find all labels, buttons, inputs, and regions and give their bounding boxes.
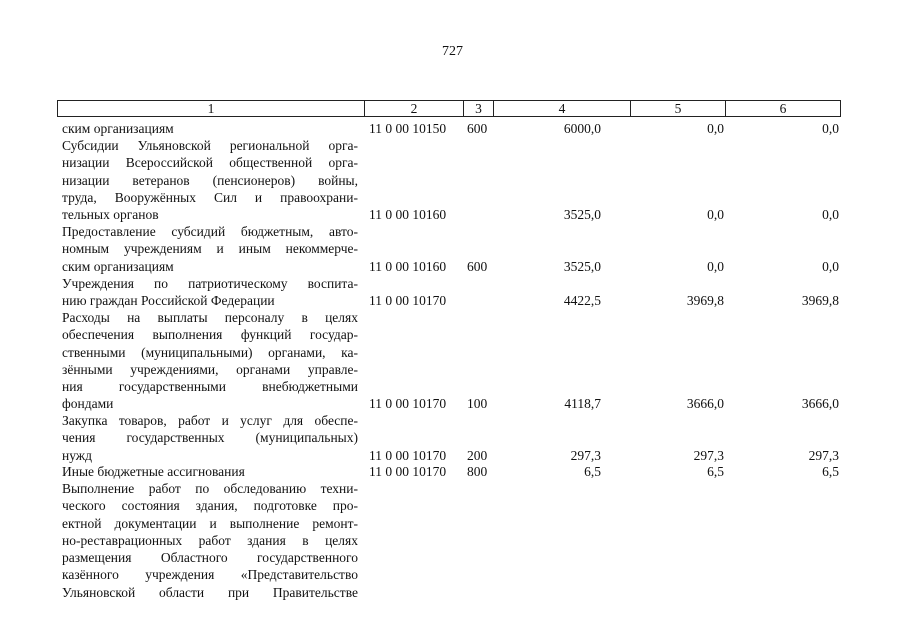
description-line: чения государственных (муниципальных) [62, 430, 358, 446]
row-value-col6: 0,0 [822, 121, 839, 136]
row-description [62, 137, 358, 223]
row-value-col5: 3969,8 [686, 293, 724, 308]
row-value-col4: 6,5 [584, 464, 601, 479]
row-description [62, 480, 358, 601]
description-line: тельных органов [62, 207, 159, 223]
description-line: низации Всероссийской общественной орга- [62, 155, 358, 171]
description-line: ектной документации и выполнение ремонт- [62, 515, 358, 531]
column-header-5: 5 [631, 101, 726, 117]
description-line: Расходы на выплаты персоналу в целях [62, 310, 358, 325]
row-value-col5: 0,0 [707, 207, 724, 222]
description-line: Субсидии Ульяновской региональной орга- [62, 138, 358, 153]
description-line: Выполнение работ по обследованию техни- [62, 481, 358, 496]
row-code: 11 0 00 10150 [369, 121, 447, 136]
description-line: Ульяновской области при Правительстве [62, 584, 358, 600]
column-header-1: 1 [58, 101, 365, 117]
row-value-col6: 0,0 [822, 207, 839, 222]
description-line: ским организациям [62, 121, 174, 136]
description-line: нию граждан Российской Федерации [62, 293, 275, 309]
row-expense-type: 600 [467, 121, 488, 136]
row-value-col5: 3666,0 [686, 396, 724, 411]
row-value-col6: 6,5 [822, 464, 839, 479]
row-value-col6: 0,0 [822, 259, 839, 274]
row-value-col6: 3969,8 [801, 293, 839, 308]
row-code: 11 0 00 10170 [369, 396, 447, 411]
row-value-col5: 0,0 [707, 121, 724, 136]
row-description [62, 275, 358, 310]
row-value-col6: 297,3 [808, 448, 839, 463]
row-value-col4: 3525,0 [563, 207, 601, 222]
description-line: низации ветеранов (пенсионеров) войны, [62, 172, 358, 188]
row-value-col5: 6,5 [707, 464, 724, 479]
description-line: казённого учреждения «Представительство [62, 567, 358, 583]
row-value-col4: 3525,0 [563, 259, 601, 274]
row-expense-type: 600 [467, 259, 488, 274]
row-value-col4: 297,3 [570, 448, 601, 463]
row-value-col4: 6000,0 [563, 121, 601, 136]
description-line: номным учреждениям и иным некоммерче- [62, 241, 358, 257]
description-line: но-реставрационных работ здания в целях [62, 532, 358, 548]
row-code: 11 0 00 10160 [369, 207, 447, 222]
row-expense-type: 200 [467, 448, 488, 463]
description-line: Иные бюджетные ассигнования [62, 464, 245, 479]
description-line: Учреждения по патриотическому воспита- [62, 276, 358, 291]
row-description [62, 120, 358, 137]
row-expense-type: 100 [467, 396, 488, 411]
row-code: 11 0 00 10160 [369, 259, 447, 274]
description-line: обеспечения выполнения функций государ- [62, 327, 358, 343]
page-number: 727 [442, 44, 463, 59]
row-value-col4: 4118,7 [564, 396, 601, 411]
row-code: 11 0 00 10170 [369, 293, 447, 308]
row-description [62, 412, 358, 464]
description-line: ния государственными внебюджетными [62, 379, 358, 395]
description-line: нужд [62, 447, 92, 463]
row-value-col5: 297,3 [693, 448, 724, 463]
description-line: труда, Вооружённых Сил и правоохрани- [62, 189, 358, 205]
column-header-2: 2 [365, 101, 464, 117]
column-header-3: 3 [464, 101, 494, 117]
column-header-6: 6 [726, 101, 841, 117]
column-header-4: 4 [494, 101, 631, 117]
row-value-col4: 4422,5 [563, 293, 601, 308]
row-description [62, 309, 358, 413]
description-line: зёнными учреждениями, органами управле- [62, 361, 358, 377]
description-line: Закупка товаров, работ и услуг для обеспе- [62, 413, 358, 428]
row-description [62, 463, 358, 480]
row-code: 11 0 00 10170 [369, 448, 447, 463]
row-value-col5: 0,0 [707, 259, 724, 274]
row-description [62, 223, 358, 275]
description-line: ским организациям [62, 258, 174, 274]
description-line: фондами [62, 396, 114, 412]
description-line: ственными (муниципальными) органами, ка- [62, 344, 358, 360]
row-value-col6: 3666,0 [801, 396, 839, 411]
description-line: размещения Областного государственного [62, 550, 358, 566]
row-code: 11 0 00 10170 [369, 464, 447, 479]
row-expense-type: 800 [467, 464, 488, 479]
description-line: ческого состояния здания, подготовке про- [62, 498, 358, 514]
description-line: Предоставление субсидий бюджетным, авто- [62, 224, 358, 239]
